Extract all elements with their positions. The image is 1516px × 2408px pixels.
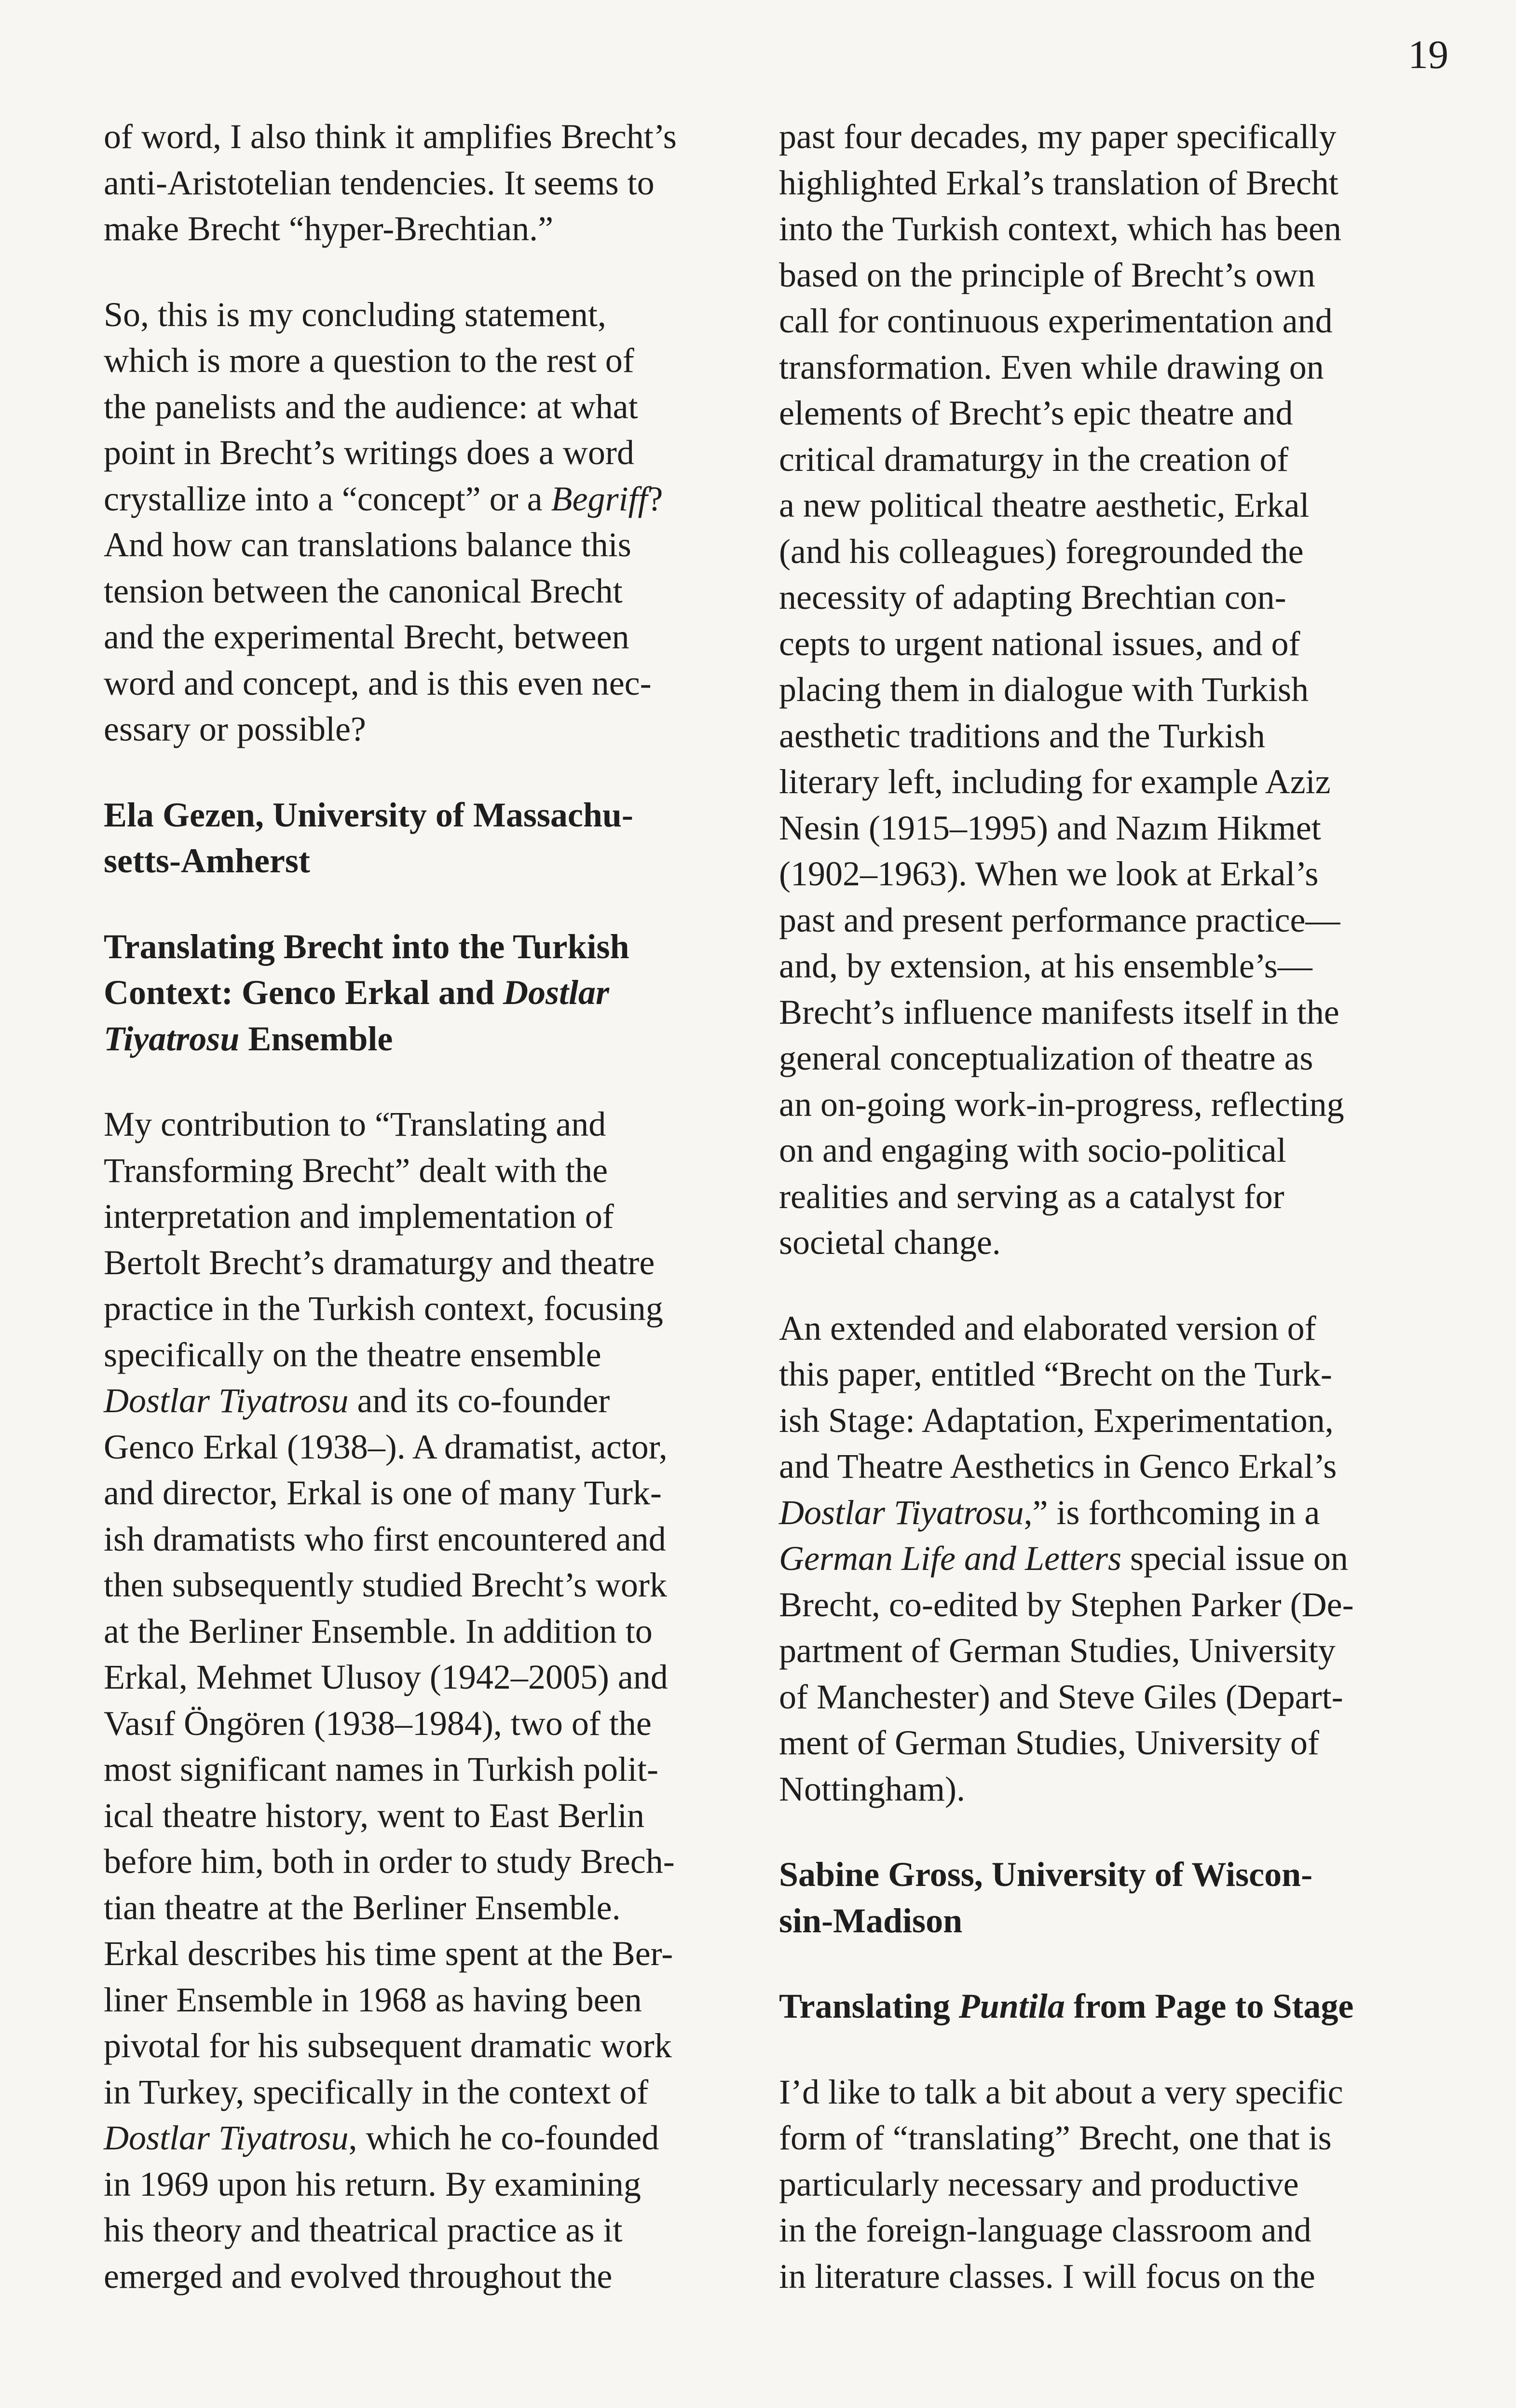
text-line (104, 1378, 745, 1424)
text-line: highlighted Erkal’s translation of Brecht (779, 163, 1338, 202)
text-line: An extended and elaborated version of (779, 1308, 1316, 1348)
text-segment: ? (647, 479, 663, 518)
text-line (104, 476, 745, 523)
text-line: and director, Erkal is one of many Turk- (104, 1473, 662, 1512)
right-paragraph-2 (779, 1306, 1420, 1813)
text-line: interpretation and implementation of (104, 1197, 614, 1236)
text-line: and the experimental Brecht, between (104, 618, 629, 656)
text-line: and, by extension, at his ensemble’s— (779, 947, 1312, 985)
text-line: an on-going work-in-progress, reflecting (779, 1085, 1344, 1124)
text-line: then subsequently studied Brecht’s work (104, 1566, 667, 1604)
text-segment: Context: Genco Erkal and (104, 973, 503, 1012)
italic-term: Begriff (551, 479, 648, 518)
right-paragraph-1 (779, 114, 1420, 1266)
left-paragraph-2 (104, 292, 745, 753)
text-line: call for continuous experimentation and (779, 302, 1333, 340)
right-paragraph-3 (779, 2069, 1420, 2300)
text-line: (1902–1963). When we look at Erkal’s (779, 854, 1319, 893)
text-line (779, 1490, 1420, 1536)
text-line: tension between the canonical Brecht (104, 571, 623, 610)
left-paragraph-3 (104, 1101, 745, 2299)
text-line: in Turkey, specifically in the context of (104, 2072, 649, 2111)
text-segment: ,” is forthcoming in a (1024, 1493, 1320, 1532)
text-line (779, 1983, 1420, 2030)
text-line: Sabine Gross, University of Wiscon- (779, 1855, 1313, 1894)
text-line: sin-Madison (779, 1901, 963, 1940)
text-line: Erkal, Mehmet Ulusoy (1942–2005) and (104, 1658, 668, 1696)
text-line: and Theatre Aesthetics in Genco Erkal’s (779, 1447, 1337, 1486)
text-line: ment of German Studies, University of (779, 1723, 1319, 1762)
text-line: partment of German Studies, University (779, 1631, 1336, 1670)
text-line (104, 2115, 745, 2161)
italic-term: Dostlar Tiyatrosu (104, 2119, 349, 2157)
text-line: Erkal describes his time spent at the Ber- (104, 1934, 673, 1973)
right-column (779, 114, 1420, 2339)
author-heading-gezen (104, 792, 745, 884)
text-line: tian theatre at the Berliner Ensemble. (104, 1888, 621, 1927)
text-segment: and its co-founder (348, 1381, 610, 1420)
text-line: essary or possible? (104, 710, 366, 748)
italic-term: Dostlar Tiyatrosu (104, 1381, 349, 1420)
text-line: ish dramatists who first encountered and (104, 1519, 666, 1558)
text-line: ical theatre history, went to East Berlin (104, 1796, 644, 1835)
author-heading-gross (779, 1852, 1420, 1944)
text-line: setts-Amherst (104, 841, 310, 880)
text-line: elements of Brecht’s epic theatre and (779, 394, 1293, 432)
text-line: (and his colleagues) foregrounded the (779, 532, 1304, 571)
text-line (104, 1016, 745, 1062)
text-line: which is more a question to the rest of (104, 341, 634, 380)
text-line: into the Turkish context, which has been (779, 209, 1341, 248)
text-line: the panelists and the audience: at what (104, 387, 638, 426)
text-line: My contribution to “Translating and (104, 1105, 606, 1143)
text-line: Ela Gezen, University of Massachu- (104, 795, 633, 834)
text-line: make Brecht “hyper-Brechtian.” (104, 209, 554, 248)
text-line: aesthetic traditions and the Turkish (779, 716, 1265, 755)
text-line: transformation. Even while drawing on (779, 347, 1324, 386)
text-line: a new political theatre aesthetic, Erkal (779, 486, 1310, 524)
text-segment: crystallize into a “concept” or a (104, 479, 551, 518)
italic-term: Dostlar Tiyatrosu (779, 1493, 1024, 1532)
text-line: in literature classes. I will focus on the (779, 2257, 1315, 2296)
text-line: at the Berliner Ensemble. In addition to (104, 1611, 653, 1651)
text-line: before him, both in order to study Brech- (104, 1842, 675, 1881)
italic-term: Dostlar (503, 973, 610, 1012)
text-line: based on the principle of Brecht’s own (779, 255, 1315, 294)
text-line: Translating Brecht into the Turkish (104, 927, 629, 966)
text-line: practice in the Turkish context, focusing (104, 1289, 663, 1328)
text-line: specifically on the theatre ensemble (104, 1335, 601, 1374)
left-column (104, 114, 745, 2339)
text-line: this paper, entitled “Brecht on the Turk- (779, 1355, 1332, 1393)
text-segment: Translating (779, 1987, 959, 2025)
text-segment: , which he co-founded (348, 2119, 659, 2157)
text-line: past and present performance practice— (779, 900, 1340, 939)
text-line: Transforming Brecht” dealt with the (104, 1151, 608, 1190)
left-paragraph-1 (104, 114, 745, 252)
text-line: Bertolt Brecht’s dramaturgy and theatre (104, 1243, 655, 1282)
text-line: his theory and theatrical practice as it (104, 2211, 623, 2249)
text-line: past four decades, my paper specifically (779, 117, 1337, 156)
text-line: pivotal for his subsequent dramatic work (104, 2026, 672, 2065)
text-line: Vasıf Öngören (1938–1984), two of the (104, 1704, 652, 1743)
text-line: literary left, including for example Aziz (779, 762, 1331, 801)
text-line: I’d like to talk a bit about a very specific (779, 2072, 1343, 2111)
text-line: Nottingham). (779, 1769, 965, 1808)
text-line: most significant names in Turkish polit- (104, 1750, 659, 1789)
text-line: So, this is my concluding statement, (104, 295, 606, 334)
text-line: of Manchester) and Steve Giles (Depart- (779, 1677, 1343, 1716)
text-line: on and engaging with socio-political (779, 1131, 1286, 1170)
page-number: 19 (1408, 32, 1448, 77)
text-line: And how can translations balance this (104, 525, 631, 564)
text-line: word and concept, and is this even nec- (104, 663, 652, 702)
text-line: realities and serving as a catalyst for (779, 1177, 1284, 1216)
text-line: anti-Aristotelian tendencies. It seems to (104, 163, 655, 202)
section-title-puntila (779, 1983, 1420, 2030)
text-line: critical dramaturgy in the creation of (779, 440, 1289, 479)
text-line: of word, I also think it amplifies Brecht’s (104, 117, 677, 156)
italic-term: German Life and Letters (779, 1539, 1121, 1578)
text-segment: special issue on (1121, 1539, 1348, 1578)
text-line: societal change. (779, 1223, 1001, 1262)
text-line: Nesin (1915–1995) and Nazım Hikmet (779, 808, 1321, 847)
text-line: Brecht, co-edited by Stephen Parker (De- (779, 1585, 1354, 1624)
text-line (779, 1536, 1420, 1582)
text-line: cepts to urgent national issues, and of (779, 624, 1300, 663)
text-line: point in Brecht’s writings does a word (104, 433, 634, 472)
section-title-turkish-context (104, 924, 745, 1062)
text-line: emerged and evolved throughout the (104, 2257, 613, 2296)
text-line: Genco Erkal (1938–). A dramatist, actor, (104, 1427, 668, 1466)
text-line: particularly necessary and productive (779, 2164, 1299, 2203)
text-segment: from Page to Stage (1065, 1987, 1354, 2025)
text-line: necessity of adapting Brechtian con- (779, 578, 1286, 617)
italic-term: Puntila (958, 1987, 1065, 2025)
text-line: form of “translating” Brecht, one that is (779, 2119, 1332, 2157)
text-line: liner Ensemble in 1968 as having been (104, 1980, 642, 2019)
text-line: general conceptualization of theatre as (779, 1039, 1313, 1077)
text-line: placing them in dialogue with Turkish (779, 670, 1309, 709)
text-line: ish Stage: Adaptation, Experimentation, (779, 1401, 1334, 1440)
text-line (104, 970, 745, 1016)
text-line: Brecht’s influence manifests itself in the (779, 992, 1339, 1032)
text-line: in 1969 upon his return. By examining (104, 2164, 641, 2203)
italic-term: Tiyatrosu (104, 1019, 240, 1058)
text-line: in the foreign-language classroom and (779, 2211, 1311, 2249)
text-segment: Ensemble (239, 1019, 393, 1058)
